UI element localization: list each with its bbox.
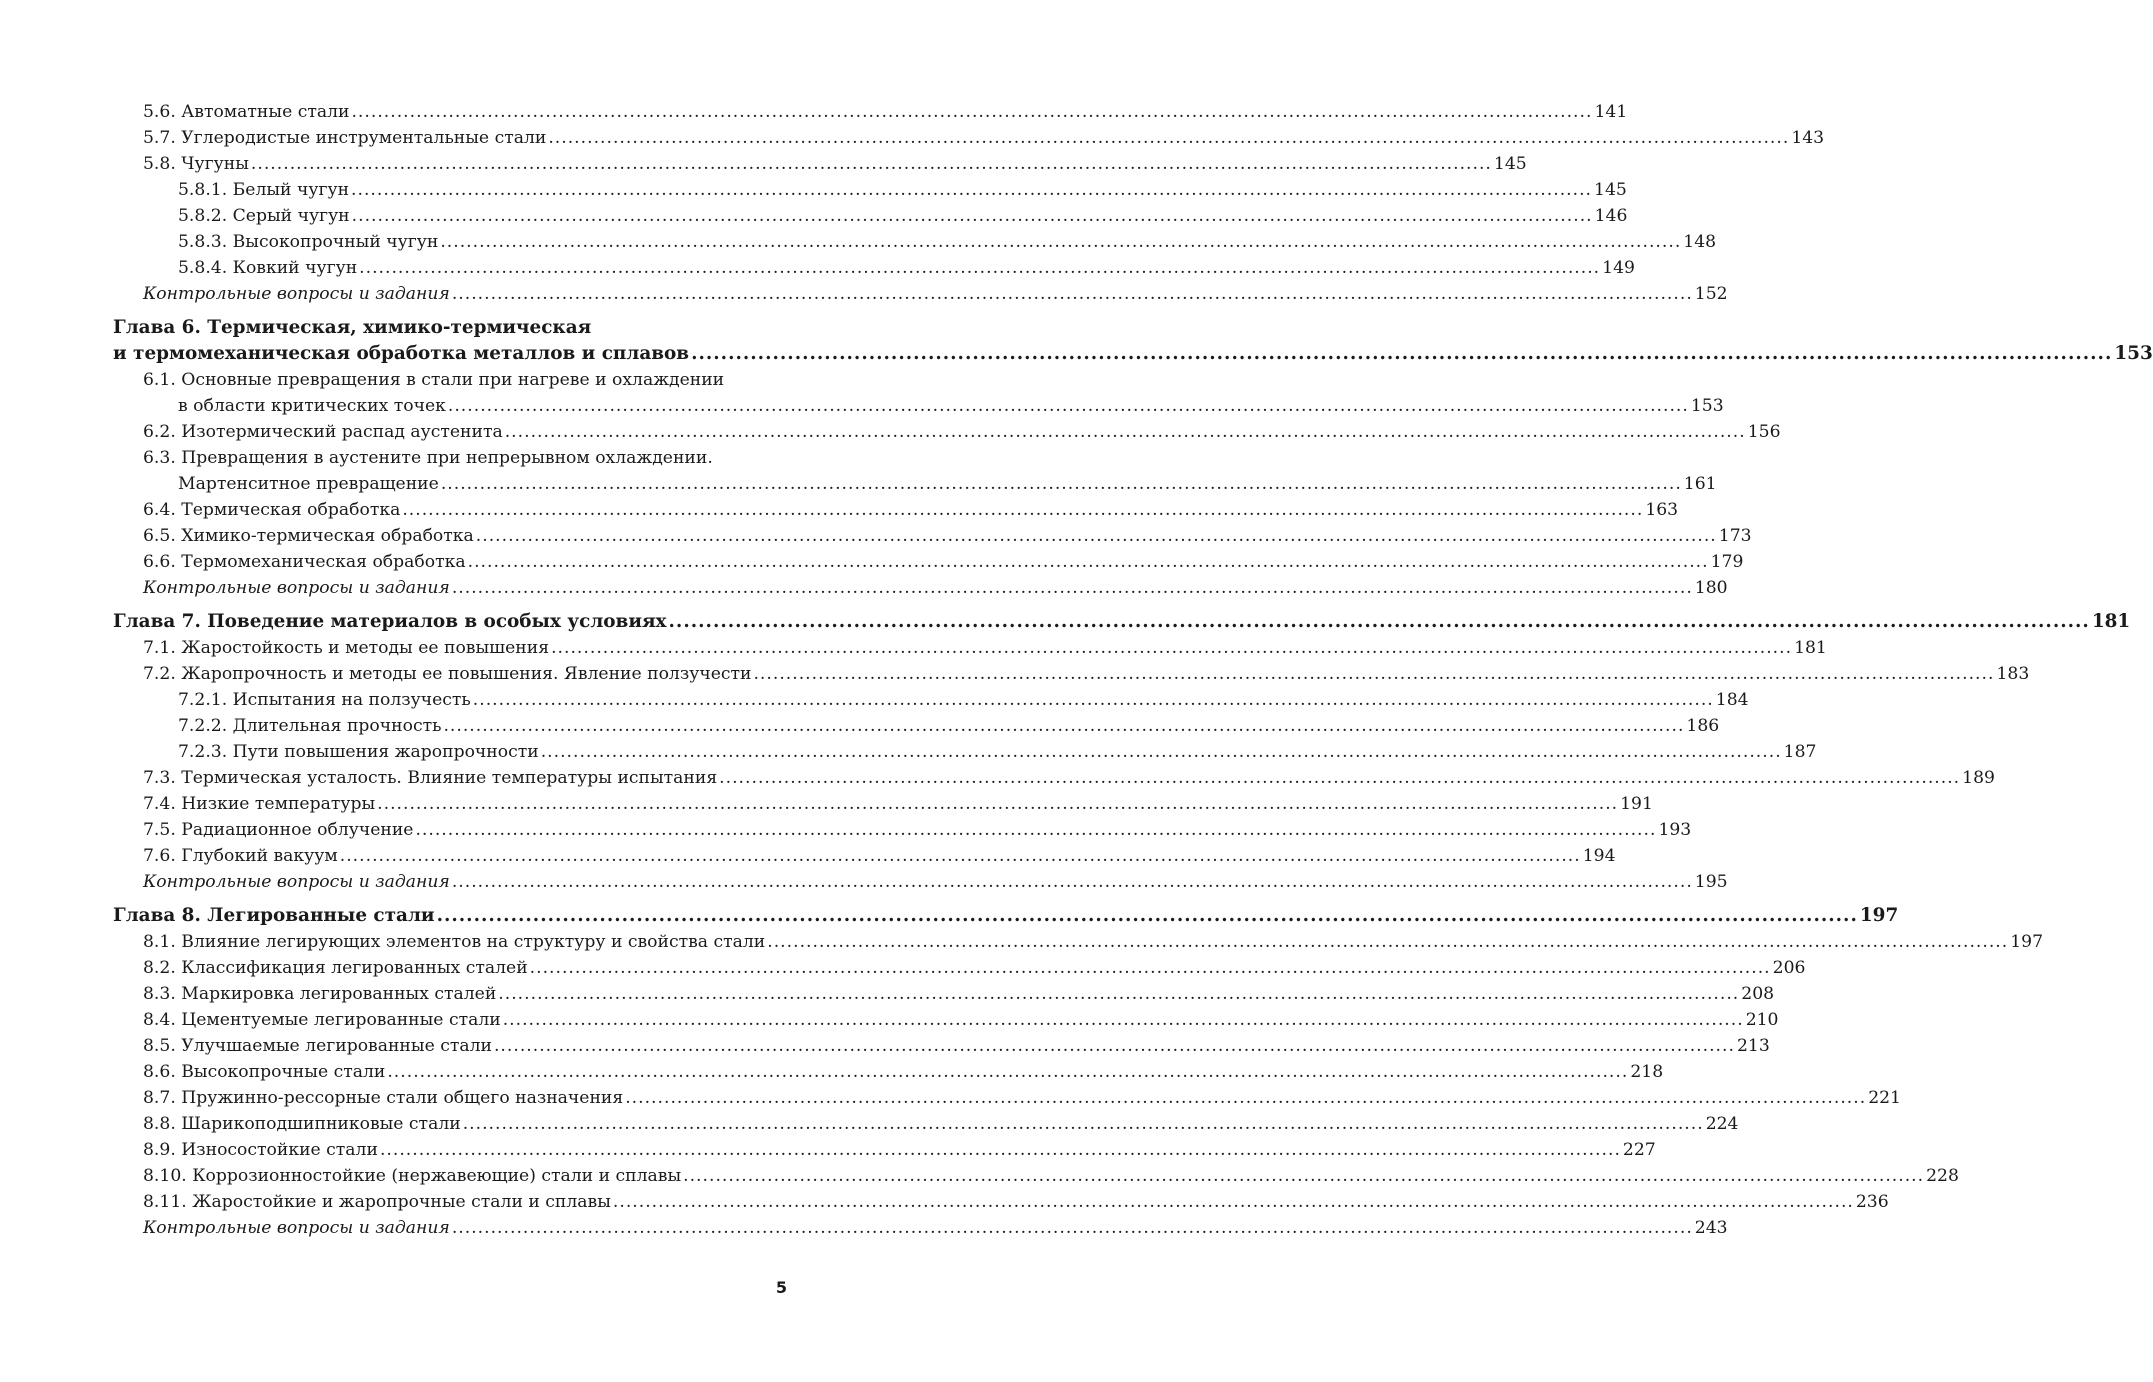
toc-entry[interactable]	[113, 497, 1679, 523]
leader-dots	[402, 497, 1643, 523]
leader-dots	[753, 661, 1994, 687]
toc-entry[interactable]	[113, 713, 1720, 739]
leader-dots	[351, 177, 1592, 203]
toc-entry[interactable]	[113, 523, 1752, 549]
toc-entry[interactable]	[113, 367, 1724, 419]
toc-entry[interactable]	[113, 281, 1728, 307]
toc-entry-page: 224	[1705, 1114, 1739, 1134]
toc-entry[interactable]	[113, 635, 1827, 661]
leader-dots	[377, 791, 1618, 817]
toc-entry-title-line1: 6.3. Превращения в аустените при непрерывном охлаждении.	[143, 448, 713, 468]
toc-entry-title: и термомеханическая обработка металлов и сплавов	[113, 343, 690, 364]
toc-entry-page: 173	[1718, 526, 1752, 546]
toc-entry[interactable]	[113, 981, 1775, 1007]
toc-entry-page: 184	[1715, 690, 1749, 710]
toc-entry-page: 197	[2010, 932, 2044, 952]
leader-dots	[625, 1085, 1866, 1111]
leader-dots	[669, 609, 2090, 635]
toc-entry-title: Контрольные вопросы и задания	[143, 872, 450, 892]
toc-entry-page: 187	[1783, 742, 1817, 762]
toc-entry-title: 7.1. Жаростойкость и методы ее повышения	[143, 638, 550, 658]
toc-entry[interactable]	[113, 955, 1806, 981]
toc-entry-page: 210	[1745, 1010, 1779, 1030]
chapter-heading[interactable]	[113, 903, 1899, 929]
toc-entry-page: 152	[1694, 284, 1728, 304]
leader-dots	[767, 929, 2008, 955]
toc-entry[interactable]	[113, 1163, 1959, 1189]
toc-entry-page: 195	[1694, 872, 1728, 892]
toc-entry-title: 8.1. Влияние легирующих элементов на структуру и свойства стали	[143, 932, 766, 952]
toc-entry-title: 8.7. Пружинно-рессорные стали общего назначения	[143, 1088, 624, 1108]
toc-entry-title: 5.8.4. Ковкий чугун	[178, 258, 358, 278]
toc-entry-title: 7.2.2. Длительная прочность	[178, 716, 442, 736]
toc-entry[interactable]	[113, 843, 1616, 869]
toc-entry-title: 7.2.1. Испытания на ползучесть	[178, 690, 471, 710]
toc-entry-title: 8.10. Коррозионностойкие (нержавеющие) стали и сплавы	[143, 1166, 682, 1186]
toc-entry-page: 227	[1622, 1140, 1656, 1160]
toc-entry[interactable]	[113, 817, 1692, 843]
leader-dots	[441, 471, 1682, 497]
toc-entry[interactable]	[113, 765, 1995, 791]
toc-entry-page: 186	[1686, 716, 1720, 736]
leader-dots	[613, 1189, 1854, 1215]
toc-entry-page: 221	[1868, 1088, 1901, 1108]
toc-entry-page: 189	[1962, 768, 1995, 788]
toc-entry-page: 218	[1630, 1062, 1664, 1082]
toc-entry-page: 149	[1602, 258, 1635, 278]
leader-dots	[683, 1163, 1924, 1189]
toc-entry-title: Глава 8. Легированные стали	[113, 905, 435, 926]
toc-entry-title: Глава 7. Поведение материалов в особых условиях	[113, 611, 667, 632]
leader-dots	[503, 1007, 1744, 1033]
toc-entry-page: 208	[1741, 984, 1775, 1004]
toc-entry-title: 5.6. Автоматные стали	[143, 102, 350, 122]
leader-dots	[251, 151, 1492, 177]
toc-entry-title: 8.11. Жаростойкие и жаропрочные стали и сплавы	[143, 1192, 611, 1212]
toc-entry-title: в области критических точек	[178, 396, 446, 416]
toc-entry[interactable]	[113, 177, 1627, 203]
toc-entry-title: 7.5. Радиационное облучение	[143, 820, 414, 840]
chapter-heading[interactable]	[113, 315, 2153, 367]
toc-entry-page: 145	[1594, 180, 1627, 200]
toc-entry-title: 6.2. Изотермический распад аустенита	[143, 422, 503, 442]
toc-entry[interactable]	[113, 419, 1781, 445]
toc-entry[interactable]	[113, 791, 1653, 817]
toc-entry-title: 5.8.2. Серый чугун	[178, 206, 350, 226]
leader-dots	[415, 817, 1656, 843]
toc-entry-continuation	[143, 471, 1717, 497]
toc-entry[interactable]	[113, 1007, 1779, 1033]
toc-entry-title: 8.3. Маркировка легированных сталей	[143, 984, 497, 1004]
toc-entry-page: 213	[1736, 1036, 1770, 1056]
toc-entry-page: 193	[1658, 820, 1692, 840]
toc-entry-title: 6.5. Химико-термическая обработка	[143, 526, 474, 546]
toc-entry-page: 243	[1694, 1218, 1728, 1238]
toc-entry[interactable]	[113, 255, 1635, 281]
toc-entry-continuation	[143, 393, 1724, 419]
leader-dots	[437, 903, 1858, 929]
toc-entry-page: 194	[1582, 846, 1616, 866]
leader-dots	[452, 281, 1693, 307]
leader-dots	[452, 1215, 1693, 1241]
toc-entry[interactable]	[113, 575, 1728, 601]
toc-entry-title: Контрольные вопросы и задания	[143, 284, 450, 304]
leader-dots	[443, 713, 1684, 739]
leader-dots	[452, 575, 1693, 601]
toc-entry-title: 6.6. Термомеханическая обработка	[143, 552, 466, 572]
toc-entry-title-line1: Глава 6. Термическая, химико-термическая	[113, 317, 592, 338]
toc-entry-title: 8.4. Цементуемые легированные стали	[143, 1010, 501, 1030]
toc-entry[interactable]	[113, 203, 1628, 229]
toc-entry-title: 5.8. Чугуны	[143, 154, 249, 174]
toc-entry[interactable]	[113, 1137, 1656, 1163]
toc-entry-page: 153	[1690, 396, 1724, 416]
toc-entry-page: 145	[1493, 154, 1527, 174]
toc-entry-title: 6.4. Термическая обработка	[143, 500, 401, 520]
leader-dots	[340, 843, 1581, 869]
leader-dots	[473, 687, 1714, 713]
leader-dots	[551, 635, 1792, 661]
leader-dots	[448, 393, 1689, 419]
toc-entry-page: 163	[1645, 500, 1679, 520]
toc-entry-page: 146	[1594, 206, 1628, 226]
leader-dots	[541, 739, 1782, 765]
toc-entry[interactable]	[113, 125, 1825, 151]
toc-entry-page: 181	[1794, 638, 1827, 658]
toc-entry-title: 5.7. Углеродистые инструментальные стали	[143, 128, 547, 148]
toc-entry-page: 228	[1926, 1166, 1959, 1186]
chapter-heading[interactable]	[113, 609, 2131, 635]
toc-entry[interactable]	[113, 739, 1817, 765]
toc-entry[interactable]	[113, 1085, 1901, 1111]
leader-dots	[440, 229, 1681, 255]
toc-entry-title: Контрольные вопросы и задания	[143, 578, 450, 598]
toc-entry[interactable]	[113, 1033, 1770, 1059]
toc-entry-title: 5.8.3. Высокопрочный чугун	[178, 232, 439, 252]
toc-entry-page: 148	[1683, 232, 1717, 252]
leader-dots	[494, 1033, 1735, 1059]
toc-entry-title: 7.2.3. Пути повышения жаропрочности	[178, 742, 539, 762]
toc-entry-title: 7.3. Термическая усталость. Влияние температуры испытания	[143, 768, 718, 788]
toc-entry[interactable]	[113, 445, 1717, 497]
leader-dots	[380, 1137, 1621, 1163]
toc-entry[interactable]	[113, 99, 1628, 125]
toc-entry-page: 183	[1996, 664, 2030, 684]
toc-entry-title: Контрольные вопросы и задания	[143, 1218, 450, 1238]
toc-entry[interactable]	[113, 687, 1749, 713]
leader-dots	[719, 765, 1960, 791]
leader-dots	[476, 523, 1717, 549]
toc-entry-title: 8.6. Высокопрочные стали	[143, 1062, 386, 1082]
leader-dots	[387, 1059, 1628, 1085]
toc-entry-title: 8.9. Износостойкие стали	[143, 1140, 378, 1160]
toc-entry[interactable]	[113, 1059, 1664, 1085]
toc-entry-title: 5.8.1. Белый чугун	[178, 180, 350, 200]
toc-entry-title: 7.6. Глубокий вакуум	[143, 846, 338, 866]
toc-entry-page: 161	[1683, 474, 1717, 494]
toc-entry-continuation	[113, 341, 2153, 367]
toc-entry-page: 197	[1859, 905, 1899, 926]
toc-entry[interactable]	[113, 229, 1717, 255]
toc-entry-title: 7.2. Жаропрочность и методы ее повышения. Явление ползучести	[143, 664, 752, 684]
leader-dots	[691, 341, 2112, 367]
toc-entry-page: 181	[2091, 611, 2131, 632]
leader-dots	[505, 419, 1746, 445]
toc-entry[interactable]	[113, 661, 2030, 687]
leader-dots	[468, 549, 1709, 575]
toc-entry-title: 8.8. Шарикоподшипниковые стали	[143, 1114, 461, 1134]
toc-entry-page: 206	[1772, 958, 1806, 978]
toc-entry-title: Мартенситное превращение	[178, 474, 439, 494]
leader-dots	[352, 203, 1593, 229]
leader-dots	[452, 869, 1693, 895]
leader-dots	[530, 955, 1771, 981]
leader-dots	[359, 255, 1600, 281]
toc-entry[interactable]	[113, 1189, 1889, 1215]
toc-entry[interactable]	[113, 1215, 1728, 1241]
toc-entry[interactable]	[113, 929, 2044, 955]
toc-entry[interactable]	[113, 1111, 1739, 1137]
toc-entry-page: 141	[1594, 102, 1628, 122]
toc-entry-page: 191	[1620, 794, 1653, 814]
leader-dots	[351, 99, 1592, 125]
toc-entry-page: 156	[1747, 422, 1781, 442]
page-number: 5	[775, 1278, 787, 1297]
toc-entry-page: 179	[1710, 552, 1744, 572]
toc-entry-title: 8.5. Улучшаемые легированные стали	[143, 1036, 492, 1056]
toc-entry[interactable]	[113, 151, 1527, 177]
toc-entry[interactable]	[113, 549, 1744, 575]
toc-entry-page: 236	[1855, 1192, 1889, 1212]
toc-entry-page: 153	[2114, 343, 2153, 364]
table-of-contents	[113, 99, 2153, 1241]
toc-entry[interactable]	[113, 869, 1728, 895]
toc-entry-title: 7.4. Низкие температуры	[143, 794, 376, 814]
leader-dots	[498, 981, 1739, 1007]
toc-entry-title-line1: 6.1. Основные превращения в стали при нагреве и охлаждении	[143, 370, 725, 390]
toc-entry-page: 143	[1791, 128, 1825, 148]
leader-dots	[548, 125, 1789, 151]
leader-dots	[463, 1111, 1704, 1137]
toc-entry-page: 180	[1694, 578, 1728, 598]
toc-entry-title: 8.2. Классификация легированных сталей	[143, 958, 528, 978]
